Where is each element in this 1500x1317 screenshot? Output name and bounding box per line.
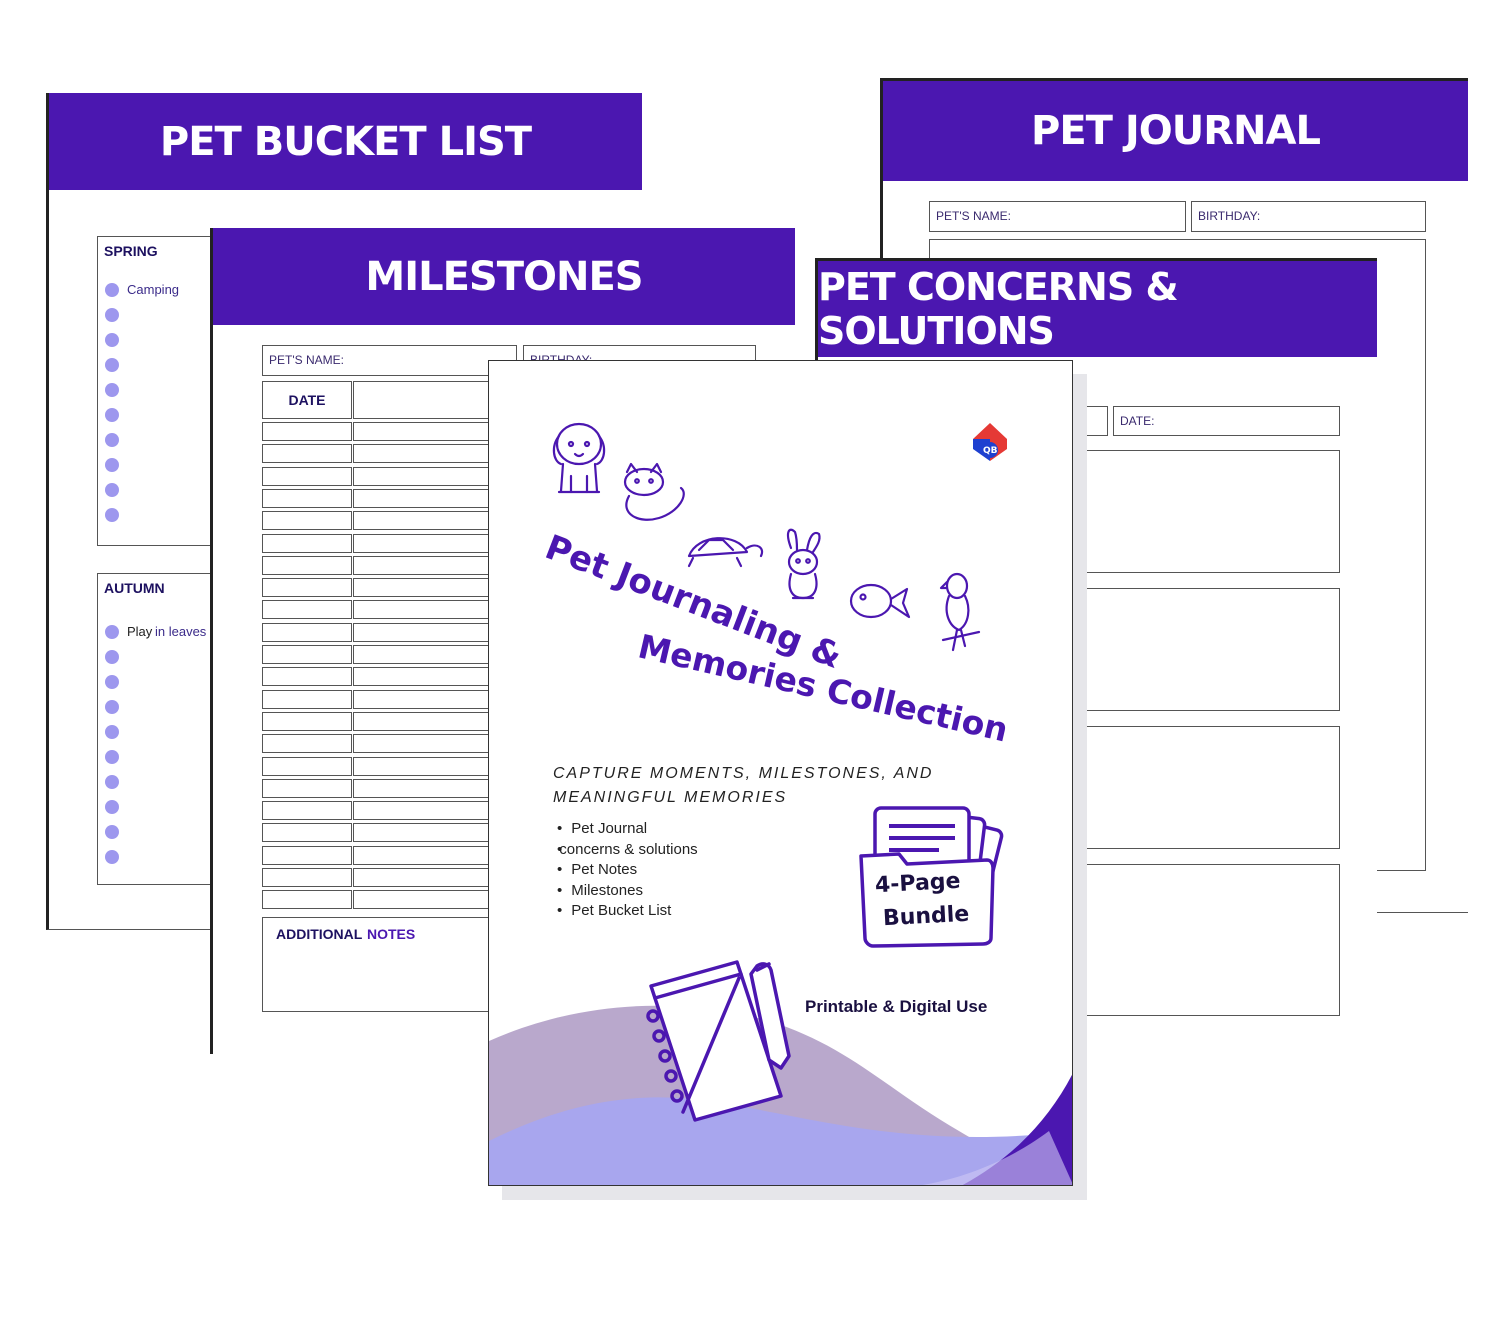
notebook-icon [629,956,809,1126]
cover-page [488,360,1073,1186]
contents-item: • Milestones [557,881,698,902]
contents-item-continuation: • concerns & solutions [557,840,698,861]
contents-list [557,819,698,922]
spring-first-item: Camping [127,282,180,297]
dog-icon [554,424,604,492]
bullet-dot [105,800,119,814]
printable-digital-label: Printable & Digital Use [805,997,988,1016]
bullet-dot [105,358,119,372]
bullet-dot [105,333,119,347]
cover-title-line1: Pet Journaling & [539,527,847,678]
table-row-date-cell[interactable] [262,667,352,686]
table-row-date-cell[interactable] [262,489,352,508]
contents-item: • Pet Bucket List [557,901,698,922]
bullet-dot [105,625,119,639]
table-row-date-cell[interactable] [262,600,352,619]
table-row-date-cell[interactable] [262,645,352,664]
bunny-icon [788,530,820,598]
bullet-dot [105,700,119,714]
turtle-icon [689,538,762,566]
table-row-date-cell[interactable] [262,444,352,463]
table-row-date-cell[interactable] [262,868,352,887]
bullet-dot [105,825,119,839]
tagline-line2: MEANINGFUL MEMORIES [553,789,788,806]
table-row-date-cell[interactable] [262,690,352,709]
cat-icon [625,464,684,520]
bullet-dot [105,725,119,739]
table-row-date-cell[interactable] [262,511,352,530]
table-row-date-cell[interactable] [262,467,352,486]
concerns-box-3[interactable] [1068,726,1340,849]
autumn-first-item-b: in leaves [155,624,207,639]
table-row-date-cell[interactable] [262,779,352,798]
bullet-dot [105,650,119,664]
bucket-list-title: PET BUCKET LIST [49,93,642,190]
autumn-title: AUTUMN [104,580,165,596]
bullet-dot [105,483,119,497]
concerns-box-1[interactable] [1068,450,1340,573]
table-row-date-cell[interactable] [262,801,352,820]
fish-icon [851,585,909,617]
table-row-date-cell[interactable] [262,534,352,553]
table-row-date-cell[interactable] [262,556,352,575]
journal-pet-name-field[interactable]: PET'S NAME: [929,201,1186,232]
tagline-line1: CAPTURE MOMENTS, MILESTONES, AND [553,765,934,782]
contents-item: • Pet Notes [557,860,698,881]
concerns-date-field[interactable]: DATE: [1113,406,1340,436]
date-column-header: DATE [262,381,352,419]
parrot-icon [941,574,979,650]
bullet-dot [105,408,119,422]
journal-birthday-field[interactable]: BIRTHDAY: [1191,201,1426,232]
notes-label-b: NOTES [367,926,416,942]
bullet-dot [105,383,119,397]
autumn-first-item-a: Play [127,624,153,639]
table-row-date-cell[interactable] [262,846,352,865]
table-row-date-cell[interactable] [262,757,352,776]
bullet-dot [105,775,119,789]
pet-concerns-title: PET CONCERNS & SOLUTIONS [818,261,1377,357]
notes-label-a: ADDITIONAL [276,926,363,942]
bullet-dot [105,308,119,322]
cover-title-line2: Memories Collection [634,626,1012,750]
bullet-dot [105,508,119,522]
table-row-date-cell[interactable] [262,578,352,597]
bundle-line2: Bundle [882,901,970,932]
concerns-box-2[interactable] [1068,588,1340,711]
logo-text: QB [983,446,998,456]
bullet-dot [105,750,119,764]
contents-item: • Pet Journal [557,819,698,840]
concerns-box-4[interactable] [1068,864,1340,1016]
bullet-dot [105,675,119,689]
milestones-pet-name-field[interactable]: PET'S NAME: [262,345,517,376]
table-row-date-cell[interactable] [262,890,352,909]
bullet-dot [105,433,119,447]
bullet-dot [105,850,119,864]
table-row-date-cell[interactable] [262,734,352,753]
table-row-date-cell[interactable] [262,623,352,642]
table-row-date-cell[interactable] [262,712,352,731]
table-row-date-cell[interactable] [262,422,352,441]
bundle-line1: 4-Page [874,868,962,899]
bullet-dot [105,458,119,472]
bullet-dot [105,283,119,297]
table-row-date-cell[interactable] [262,823,352,842]
milestones-title: MILESTONES [213,228,795,325]
spring-title: SPRING [104,243,158,259]
pet-journal-title: PET JOURNAL [883,81,1468,181]
